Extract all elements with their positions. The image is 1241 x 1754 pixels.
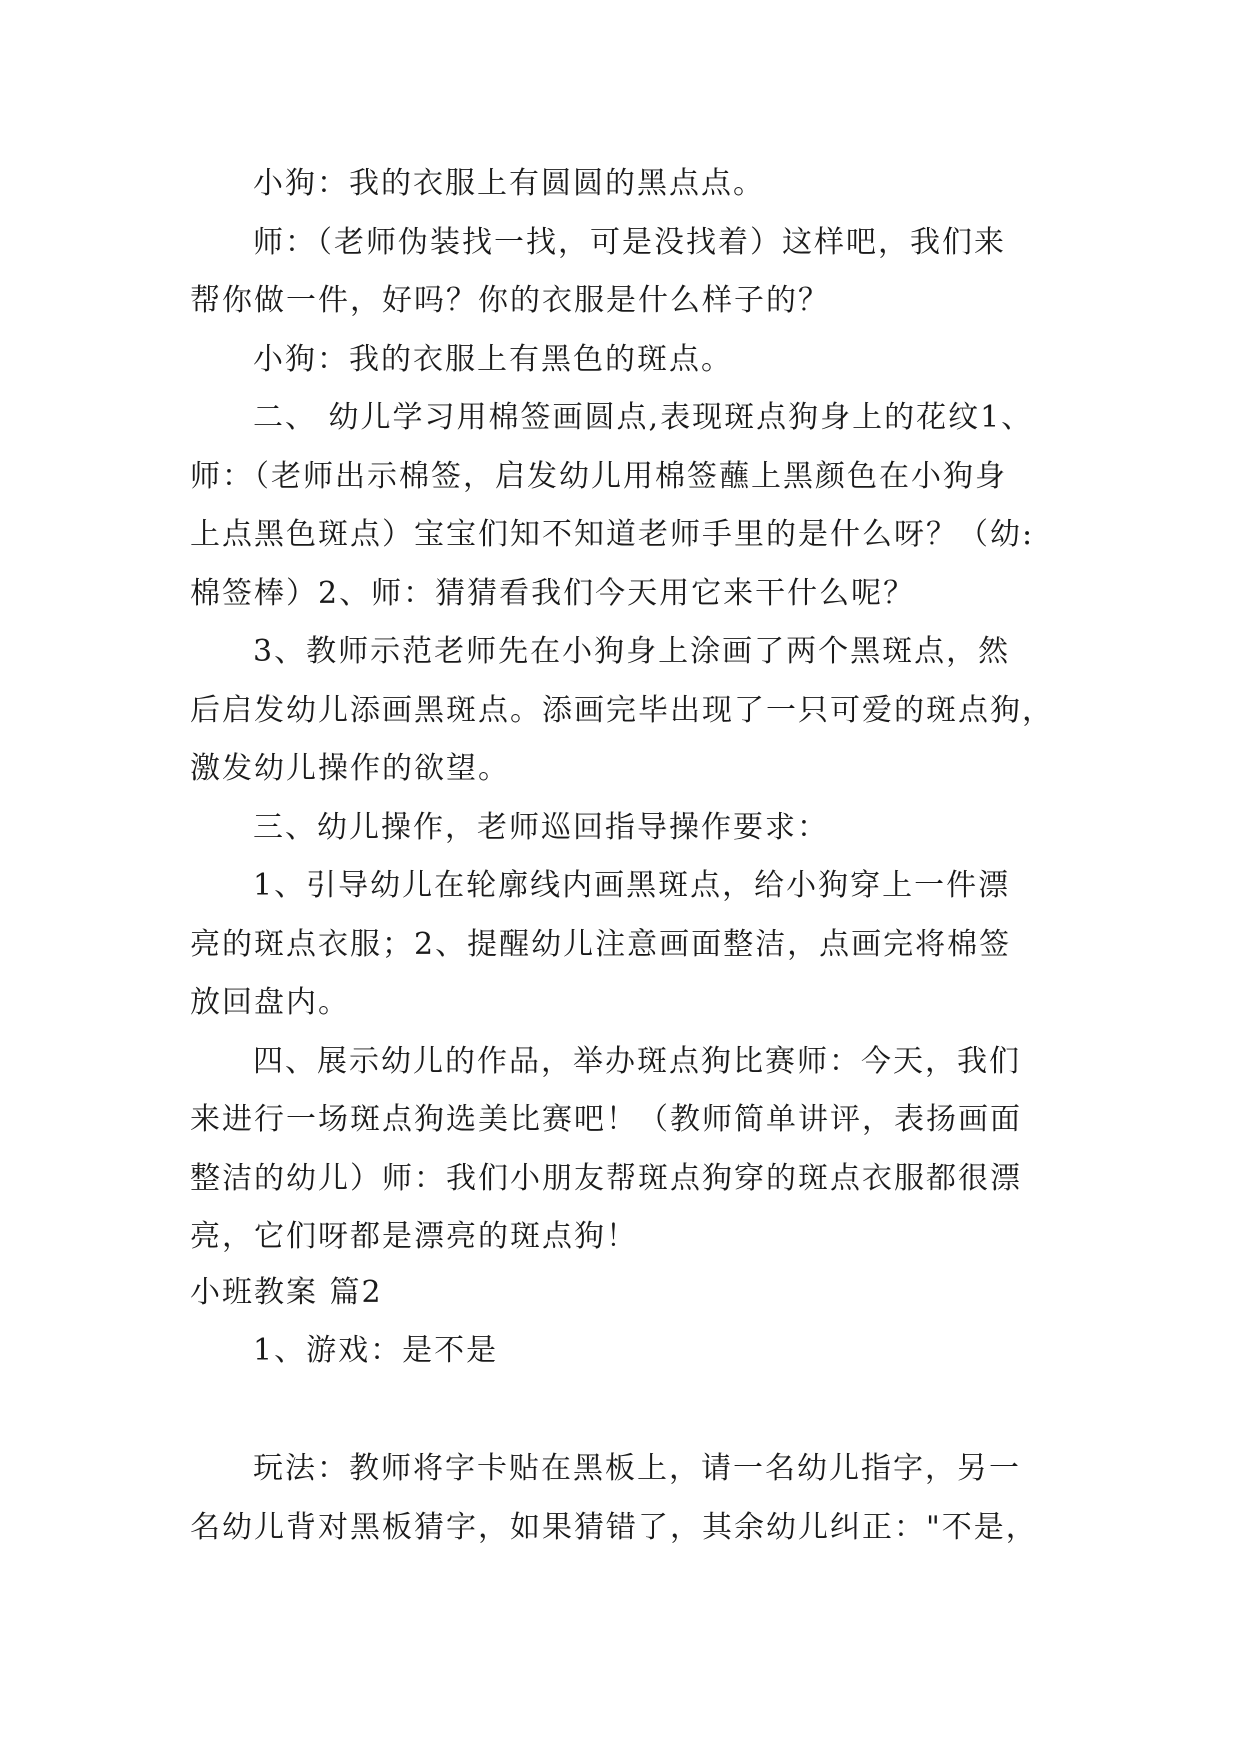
paragraph-line: 3、教师示范老师先在小狗身上涂画了两个黑斑点，然 xyxy=(253,634,1011,669)
paragraph-line: 后启发幼儿添画黑斑点。添画完毕出现了一只可爱的斑点狗， xyxy=(190,693,1054,728)
paragraph-line: 帮你做一件，好吗？你的衣服是什么样子的？ xyxy=(190,283,830,318)
paragraph-line: 小狗：我的衣服上有黑色的斑点。 xyxy=(253,342,733,377)
paragraph-line: 1、游戏：是不是 xyxy=(253,1333,499,1368)
paragraph-line: 放回盘内。 xyxy=(190,985,350,1020)
paragraph-line: 名幼儿背对黑板猜字，如果猜错了，其余幼儿纠正："不是， xyxy=(190,1510,1038,1545)
paragraph-line: 整洁的幼儿）师：我们小朋友帮斑点狗穿的斑点衣服都很漂 xyxy=(190,1161,1022,1196)
paragraph-line: 激发幼儿操作的欲望。 xyxy=(190,751,510,786)
paragraph-line: 1、引导幼儿在轮廓线内画黑斑点，给小狗穿上一件漂 xyxy=(253,868,1011,903)
paragraph-line: 亮，它们呀都是漂亮的斑点狗！ xyxy=(190,1219,638,1254)
paragraph-line: 师：（老师伪装找一找，可是没找着）这样吧，我们来 xyxy=(253,225,1006,260)
paragraph-line: 四、展示幼儿的作品，举办斑点狗比赛师：今天，我们 xyxy=(253,1044,1021,1079)
paragraph-line: 三、幼儿操作，老师巡回指导操作要求： xyxy=(253,810,829,845)
paragraph-line: 师：（老师出示棉签，启发幼儿用棉签蘸上黑颜色在小狗身 xyxy=(190,459,1007,494)
paragraph-line: 上点黑色斑点）宝宝们知不知道老师手里的是什么呀？（幼: xyxy=(190,517,1035,552)
section-heading: 小班教案 篇2 xyxy=(190,1275,383,1310)
paragraph-line: 来进行一场斑点狗选美比赛吧！（教师简单讲评，表扬画面 xyxy=(190,1102,1022,1137)
paragraph-line: 玩法：教师将字卡贴在黑板上，请一名幼儿指字，另一 xyxy=(253,1451,1021,1486)
paragraph-line: 小狗：我的衣服上有圆圆的黑点点。 xyxy=(253,166,765,201)
paragraph-line: 棉签棒）2、师：猜猜看我们今天用它来干什么呢？ xyxy=(190,576,916,611)
paragraph-line: 亮的斑点衣服；2、提醒幼儿注意画面整洁，点画完将棉签 xyxy=(190,927,1012,962)
paragraph-line: 二、 幼儿学习用棉签画圆点,表现斑点狗身上的花纹1、 xyxy=(253,400,1034,435)
